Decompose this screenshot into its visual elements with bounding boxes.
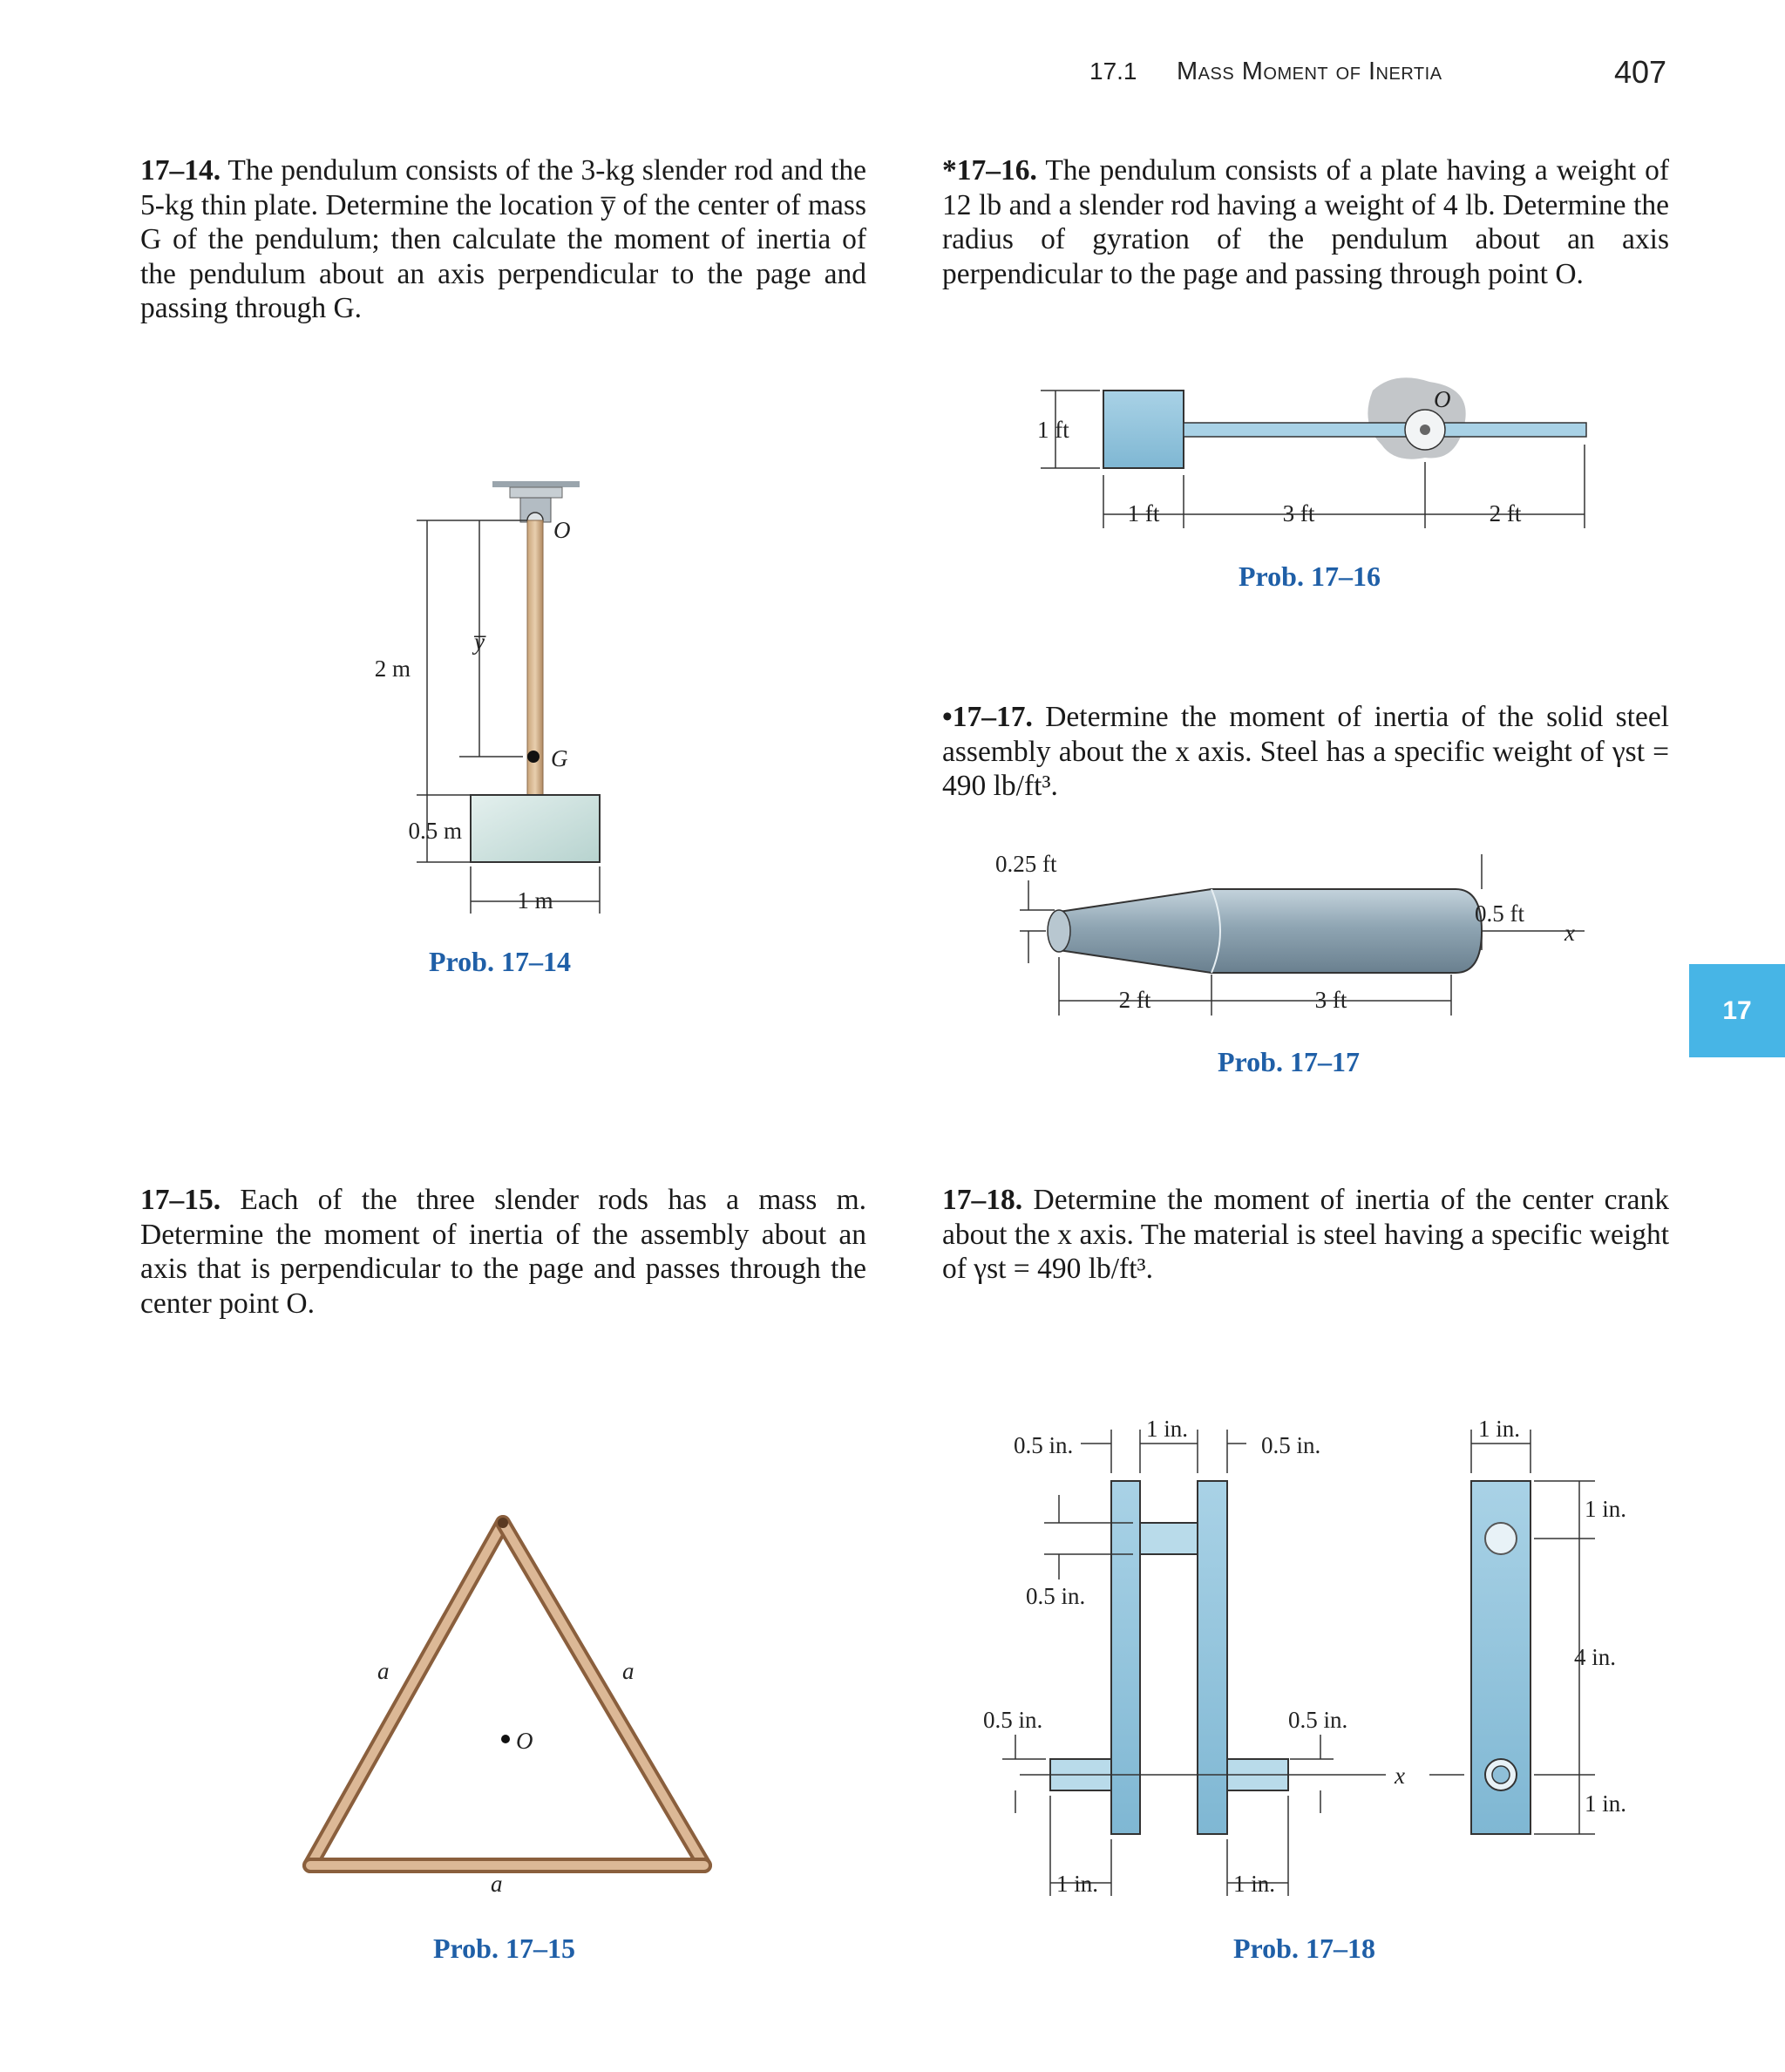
label-x: x: [1395, 1763, 1405, 1789]
label-a-right: a: [622, 1658, 635, 1684]
problem-text: The pendulum consists of a plate having a weight of 12 lb and a slender rod having a weight of 4 lb. Determine the radius of gyration of the pendulum about an axis perpendicular to the page and passing through point O.: [942, 154, 1669, 290]
label-plate: 1 ft: [1037, 417, 1069, 443]
caption-17-18: Prob. 17–18: [1233, 1933, 1375, 1964]
label-d2: 3 ft: [1282, 500, 1315, 526]
caption-17-14: Prob. 17–14: [429, 946, 571, 977]
label-ybar: y̅: [474, 628, 485, 655]
label-one-side: 1 in.: [1478, 1416, 1521, 1442]
label-r2: 0.5 ft: [1475, 900, 1524, 927]
problem-text: Determine the moment of inertia of the center crank about the x axis. The material is steel having a specific weight of γst = 490 lb/ft³.: [942, 1184, 1670, 1285]
label-d1: 1 ft: [1127, 500, 1160, 526]
label-r1: 0.25 ft: [995, 851, 1057, 877]
problem-number: *17–16.: [942, 154, 1037, 187]
problem-text: The pendulum consists of the 3-kg slender rod and the 5-kg thin plate. Determine the location y̅ of the center of mass G of the pendulum; then calculate the moment of inertia of the pendulum about an axis perpendicular to the page and passing through G.: [140, 154, 866, 324]
label-o: O: [553, 517, 571, 543]
label-half-pin: 0.5 in.: [1026, 1583, 1086, 1609]
label-four: 4 in.: [1574, 1644, 1617, 1670]
label-a-left: a: [377, 1658, 390, 1684]
label-half-top-right: 0.5 in.: [1261, 1432, 1321, 1458]
problem-number: 17–14.: [140, 154, 221, 187]
label-o: O: [1434, 386, 1451, 412]
label-2m: 2 m: [374, 656, 411, 682]
label-05m: 0.5 m: [408, 818, 462, 844]
section-number: 17.1: [1089, 58, 1137, 85]
crank-pin: [1140, 1523, 1198, 1554]
caption-17-15: Prob. 17–15: [433, 1933, 575, 1964]
label-one-lower: 1 in.: [1585, 1790, 1627, 1817]
problem-number: 17–18.: [942, 1184, 1023, 1216]
label-l1: 2 ft: [1118, 987, 1151, 1013]
label-one-right: 1 in.: [1233, 1871, 1276, 1897]
label-o: O: [516, 1728, 533, 1754]
caption-17-16: Prob. 17–16: [1239, 560, 1381, 592]
label-g: G: [551, 745, 568, 771]
label-a-bottom: a: [491, 1871, 503, 1897]
problem-number: •17–17.: [942, 701, 1033, 733]
label-half-top-left: 0.5 in.: [1014, 1432, 1074, 1458]
chapter-tab[interactable]: 17: [1689, 964, 1785, 1057]
section-title: Mass Moment of Inertia: [1177, 58, 1442, 85]
label-d3: 2 ft: [1489, 500, 1522, 526]
label-one-upper: 1 in.: [1585, 1496, 1627, 1522]
caption-17-17: Prob. 17–17: [1218, 1046, 1360, 1077]
problem-text: Each of the three slender rods has a mass m. Determine the moment of inertia of the assembly about an axis that is perpendicular to the page and passes through the center point O.: [140, 1184, 867, 1320]
label-x: x: [1564, 920, 1575, 946]
label-l2: 3 ft: [1314, 987, 1347, 1013]
page-number: 407: [1614, 54, 1667, 90]
label-1m: 1 m: [517, 887, 553, 914]
label-half-left-shaft: 0.5 in.: [983, 1707, 1043, 1733]
problem-number: 17–15.: [140, 1184, 221, 1216]
problem-text: Determine the moment of inertia of the solid steel assembly about the x axis. Steel has a specific weight of γst = 490 lb/ft³.: [942, 701, 1669, 802]
crank-web-right: [1198, 1481, 1227, 1834]
label-one-left: 1 in.: [1056, 1871, 1099, 1897]
label-one-top: 1 in.: [1146, 1416, 1189, 1442]
label-half-right-shaft: 0.5 in.: [1288, 1707, 1348, 1733]
pin-hole: [1485, 1523, 1517, 1554]
crank-web-left: [1111, 1481, 1140, 1834]
